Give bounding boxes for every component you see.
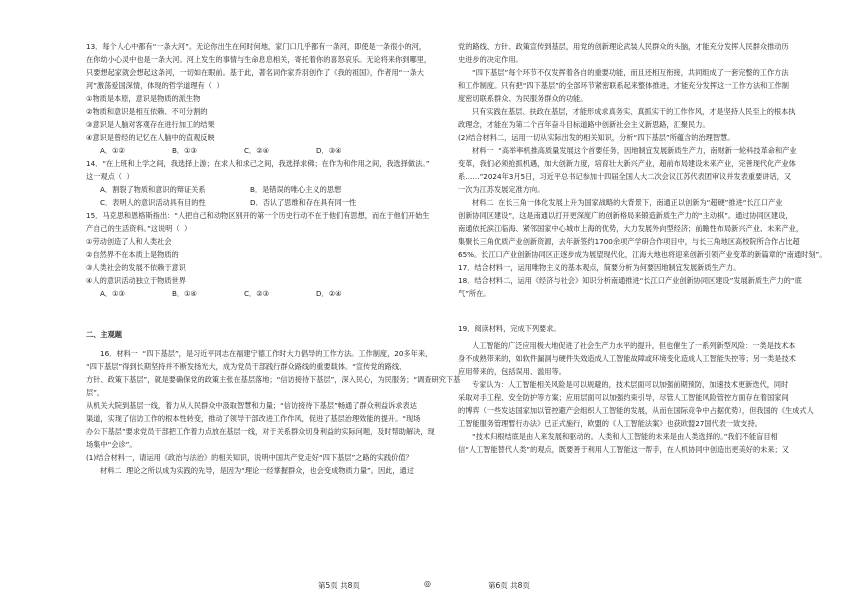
continued-line: 党的路线、方针、政策宣传到基层，用党的创新理论武装人民群众的头脑，才能充分发挥人民群众推动历 [458, 42, 789, 51]
question-17: 17．结合材料一，运用唯物主义的基本观点，简要分析为何要因地制宜发展新质生产力。 [458, 263, 741, 272]
q16-line: 办公下基层”要求党员干部把工作着力点放在基层一线，对于关系群众切身利益的实际问题，及时帮助解决，现 [86, 427, 435, 436]
ai-paragraph: 工智能服务管理暂行办法》已正式施行，欧盟的《人工智能法案》也获欧盟27国代表一致支持。 [458, 419, 762, 428]
left-column [86, 40, 466, 477]
q16-line: 方针、政策下基层”，就是要确保党的政策主张在基层落地；“信访接待下基层”，深入民心，为民服务；“调查研究下基层”， [86, 375, 461, 397]
q13-line: 在你幼小心灵中也是一条大河。河上发生的事情与生命息息相关，寄托着你的喜怒哀乐。无论将来你到哪里， [86, 55, 432, 64]
q13-options [86, 144, 466, 157]
ai-paragraph: 采取对手工程、安全防护等方案；应用层面可以加强约束引导，尽管人工智能风险管控方面存在着国家间 [458, 393, 789, 402]
left-page-number: 第5页 共8页 [318, 581, 360, 590]
q13-line: 只要想起家就会想起这条河，一切如在眼前。基于此，著名词作家乔羽创作了《我的祖国》，作者用“一条大 [86, 68, 424, 77]
q14-options-row1 [86, 183, 466, 196]
q15-line: 产自己的生活资料。”这说明（ ） [86, 224, 192, 233]
option-b[interactable]: B．①③ [172, 146, 198, 155]
option-c[interactable]: C．表明人的意识活动具有目的性 [100, 198, 206, 207]
material-b: 集聚长三角优质产业创新资源，去年新签约1700余项产学研合作项目中，与长三角地区高校院所合作占比超 [458, 237, 800, 246]
q16-line: 从机关大院到基层一线，着力从人民群众中汲取智慧和力量；“信访接待下基层”畅通了群众利益诉求表达 [86, 401, 417, 410]
q14-line: 14．“在上班和上学之间，我选择上游；在求人和求己之间，我选择求佛；在作为和作用之间，我选择做法。” [86, 159, 430, 168]
q14-options-row2 [86, 196, 466, 209]
paragraph: 和工作制度。只有把“四下基层”的全部环节紧密联系起来整体推进，才能充分发挥这一工作方法和工作制 [458, 81, 789, 90]
question-19: 19．阅读材料，完成下列要求。 [458, 324, 561, 333]
material-a: 系……”2024年3月5日，习近平总书记参加十四届全国人大二次会议江苏代表团审议并发表重要讲话，又 [458, 172, 792, 181]
paragraph: 只有实践在基层、扶政在基层，才能形成求真务实、真抓实干的工作作风，才是坚持人民至上的根本执 [472, 107, 796, 116]
q13-line: 13．每个人心中都有“一条大河”。无论你出生在何时何地，家门口几乎都有一条河，即使是一条很小的河， [86, 42, 427, 51]
q16-line: 16．材料一 “四下基层”，是习近平同志在福建宁德工作时大力倡导的工作方法。工作制度，20多年来， [100, 349, 433, 358]
q13-item: ②物质和意识是相互依赖、不可分割的 [86, 107, 208, 116]
material-b: 创新协同区建设”，这是南通以打开更深度广的创新格局来锻造新质生产力的“主动棋”。通过协同区建设， [458, 211, 793, 220]
q13-item: ③意识是人脑对客观存在进行加工的结果 [86, 120, 215, 129]
material-b: 材料二 在长三角一体化发展上升为国家战略的大背景下，南通正以创新为“超硬”推进“长江口产业 [472, 198, 783, 207]
ai-paragraph: 专家认为：人工智能相关风险是可以规避的，技术层面可以加强前期预防，加速技术更新迭代，同时 [472, 380, 789, 389]
question-15 [86, 209, 466, 300]
option-b[interactable]: B．是错误的唯心主义的思想 [250, 185, 342, 194]
option-a[interactable]: A．①② [100, 146, 125, 155]
ai-paragraph: 应用带来的，包括误用、滥用等。 [458, 367, 566, 376]
q16-line: 渠道，实现了信访工作的根本性转变，推动了领导干部改进工作作风，促进了基层治理效能的提升。“现场 [86, 414, 421, 423]
q14-line: 这一观点（ ） [86, 172, 134, 181]
q16-sub2: (2)结合材料二，运用一切从实际出发的相关知识，分析“四下基层”所蕴含的治理智慧。 [458, 133, 735, 142]
right-page-number: 第6页 共8页 [488, 581, 530, 590]
paragraph: 政理念，才能在为第二个百年奋斗目标道路中创新社会主义新思路，汇聚民力。 [458, 120, 710, 129]
paragraph: “四下基层”每个环节不仅发挥着各自的重要功能，而且还相互衔接，共同组成了一套完整的工作方法 [472, 68, 789, 77]
q16-line: 场集中“会诊”。 [86, 440, 137, 449]
q16-line: “四下基层”得到长期坚持并不断发扬光大，成为党员干部践行群众路线的重要载体。“宣传党的路线、 [86, 362, 407, 371]
section-title: 二、主观题 [86, 330, 122, 339]
option-d[interactable]: D．②④ [316, 289, 342, 298]
q13-item: ④意识是曾经的记忆在人脑中的直观反映 [86, 133, 215, 142]
option-a[interactable]: A．①③ [100, 289, 125, 298]
question-13 [86, 40, 466, 157]
q15-item: ④人的意识活动独立于物质世界 [86, 276, 186, 285]
ai-paragraph: 人工智能的广泛应用极大地促进了社会生产力水平的提升，但也催生了一系列新型风险：一类是技术本 [472, 341, 796, 350]
material-a: 变革，我们必须抢抓机遇，加大创新力度，培育壮大新兴产业，超前布局建设未来产业，完善现代化产业体 [458, 159, 796, 168]
material-b: 南通依托滨江临海、紧邻国家中心城市上海的优势，大力发展外向型经济；前瞻性布局新兴产业、未来产业， [458, 224, 804, 233]
center-mark-icon: ◎ [424, 579, 431, 588]
q15-options [86, 287, 466, 300]
q15-item: ②自然界不在本质上是物质的 [86, 250, 179, 259]
question-18: 18．结合材料二，运用《经济与社会》知识分析南通推进“长江口产业创新协同区建设”发展新质生产力的“底 [458, 276, 802, 285]
option-a[interactable]: A．割裂了物质和意识的辩证关系 [100, 185, 206, 194]
ai-paragraph: 的博弈（一些发达国家加以管控避产会组织人工智能的发展，从而在国际竞争中占据优势），但我国的《生成式人 [458, 406, 814, 415]
q16-material-2: 材料二 理论之所以成为实践的先导，是因为“理论一经掌握群众，也会变成物质力量”。因此，通过 [100, 466, 414, 475]
ai-paragraph: “技术归根结底是由人来发展和驱动的。人类和人工智能的未来是由人类选择的。”我们不能盲目相 [472, 432, 778, 441]
question-18: 气”所在。 [458, 289, 491, 298]
q15-line: 15．马克思和恩格斯指出：“人把自己和动物区别开的第一个历史行动不在于他们有思想，而在于他们开始生 [86, 211, 430, 220]
paragraph: 度密切联系群众、为民服务群众的功能。 [458, 94, 588, 103]
ai-paragraph: 信“人工智能替代人类”的观点，既要善于利用人工智能这一帮手，在人机协同中创造出更美好的未来；又 [458, 445, 789, 454]
material-a: 一次为江苏发展定准方向。 [458, 185, 545, 194]
material-a: 材料一 “高举率机推高质量发展这个首要任务，因地制宜发展新质生产力，南财新一轮科技革命和产业 [472, 146, 797, 155]
right-column [458, 40, 838, 456]
option-c[interactable]: C．②④ [244, 146, 270, 155]
option-d[interactable]: D．否认了思维和存在具有同一性 [250, 198, 357, 207]
q13-line: 河”激荡爱国深情，体现的哲学道理有（ ） [86, 81, 224, 90]
question-16 [86, 347, 466, 477]
ai-paragraph: 身不成熟带来的，如软件漏洞与硬件失效造成人工智能故障或环境变化造成人工智能失控等；另一类是技术 [458, 354, 796, 363]
continued-line: 史进步的决定作用。 [458, 55, 523, 64]
q15-item: ③人类社会的发展不依赖于意识 [86, 263, 186, 272]
q16-sub1: (1)结合材料一，请运用《政治与法治》的相关知识，说明中国共产党走好“四下基层”之路的实践价值？ [86, 453, 413, 462]
q15-item: ①劳动创造了人和人类社会 [86, 237, 172, 246]
question-14 [86, 157, 466, 209]
option-b[interactable]: B．①④ [172, 289, 198, 298]
q13-item: ①物质是本原，意识是物质的派生物 [86, 94, 201, 103]
option-d[interactable]: D．③④ [316, 146, 342, 155]
material-b: 65%。长江口产业创新协同区正逐步成为展望现代化，江海大地也将迎来创新引领产业变革的新篇章的“南通时刻”。 [458, 250, 827, 259]
option-c[interactable]: C．②③ [244, 289, 270, 298]
